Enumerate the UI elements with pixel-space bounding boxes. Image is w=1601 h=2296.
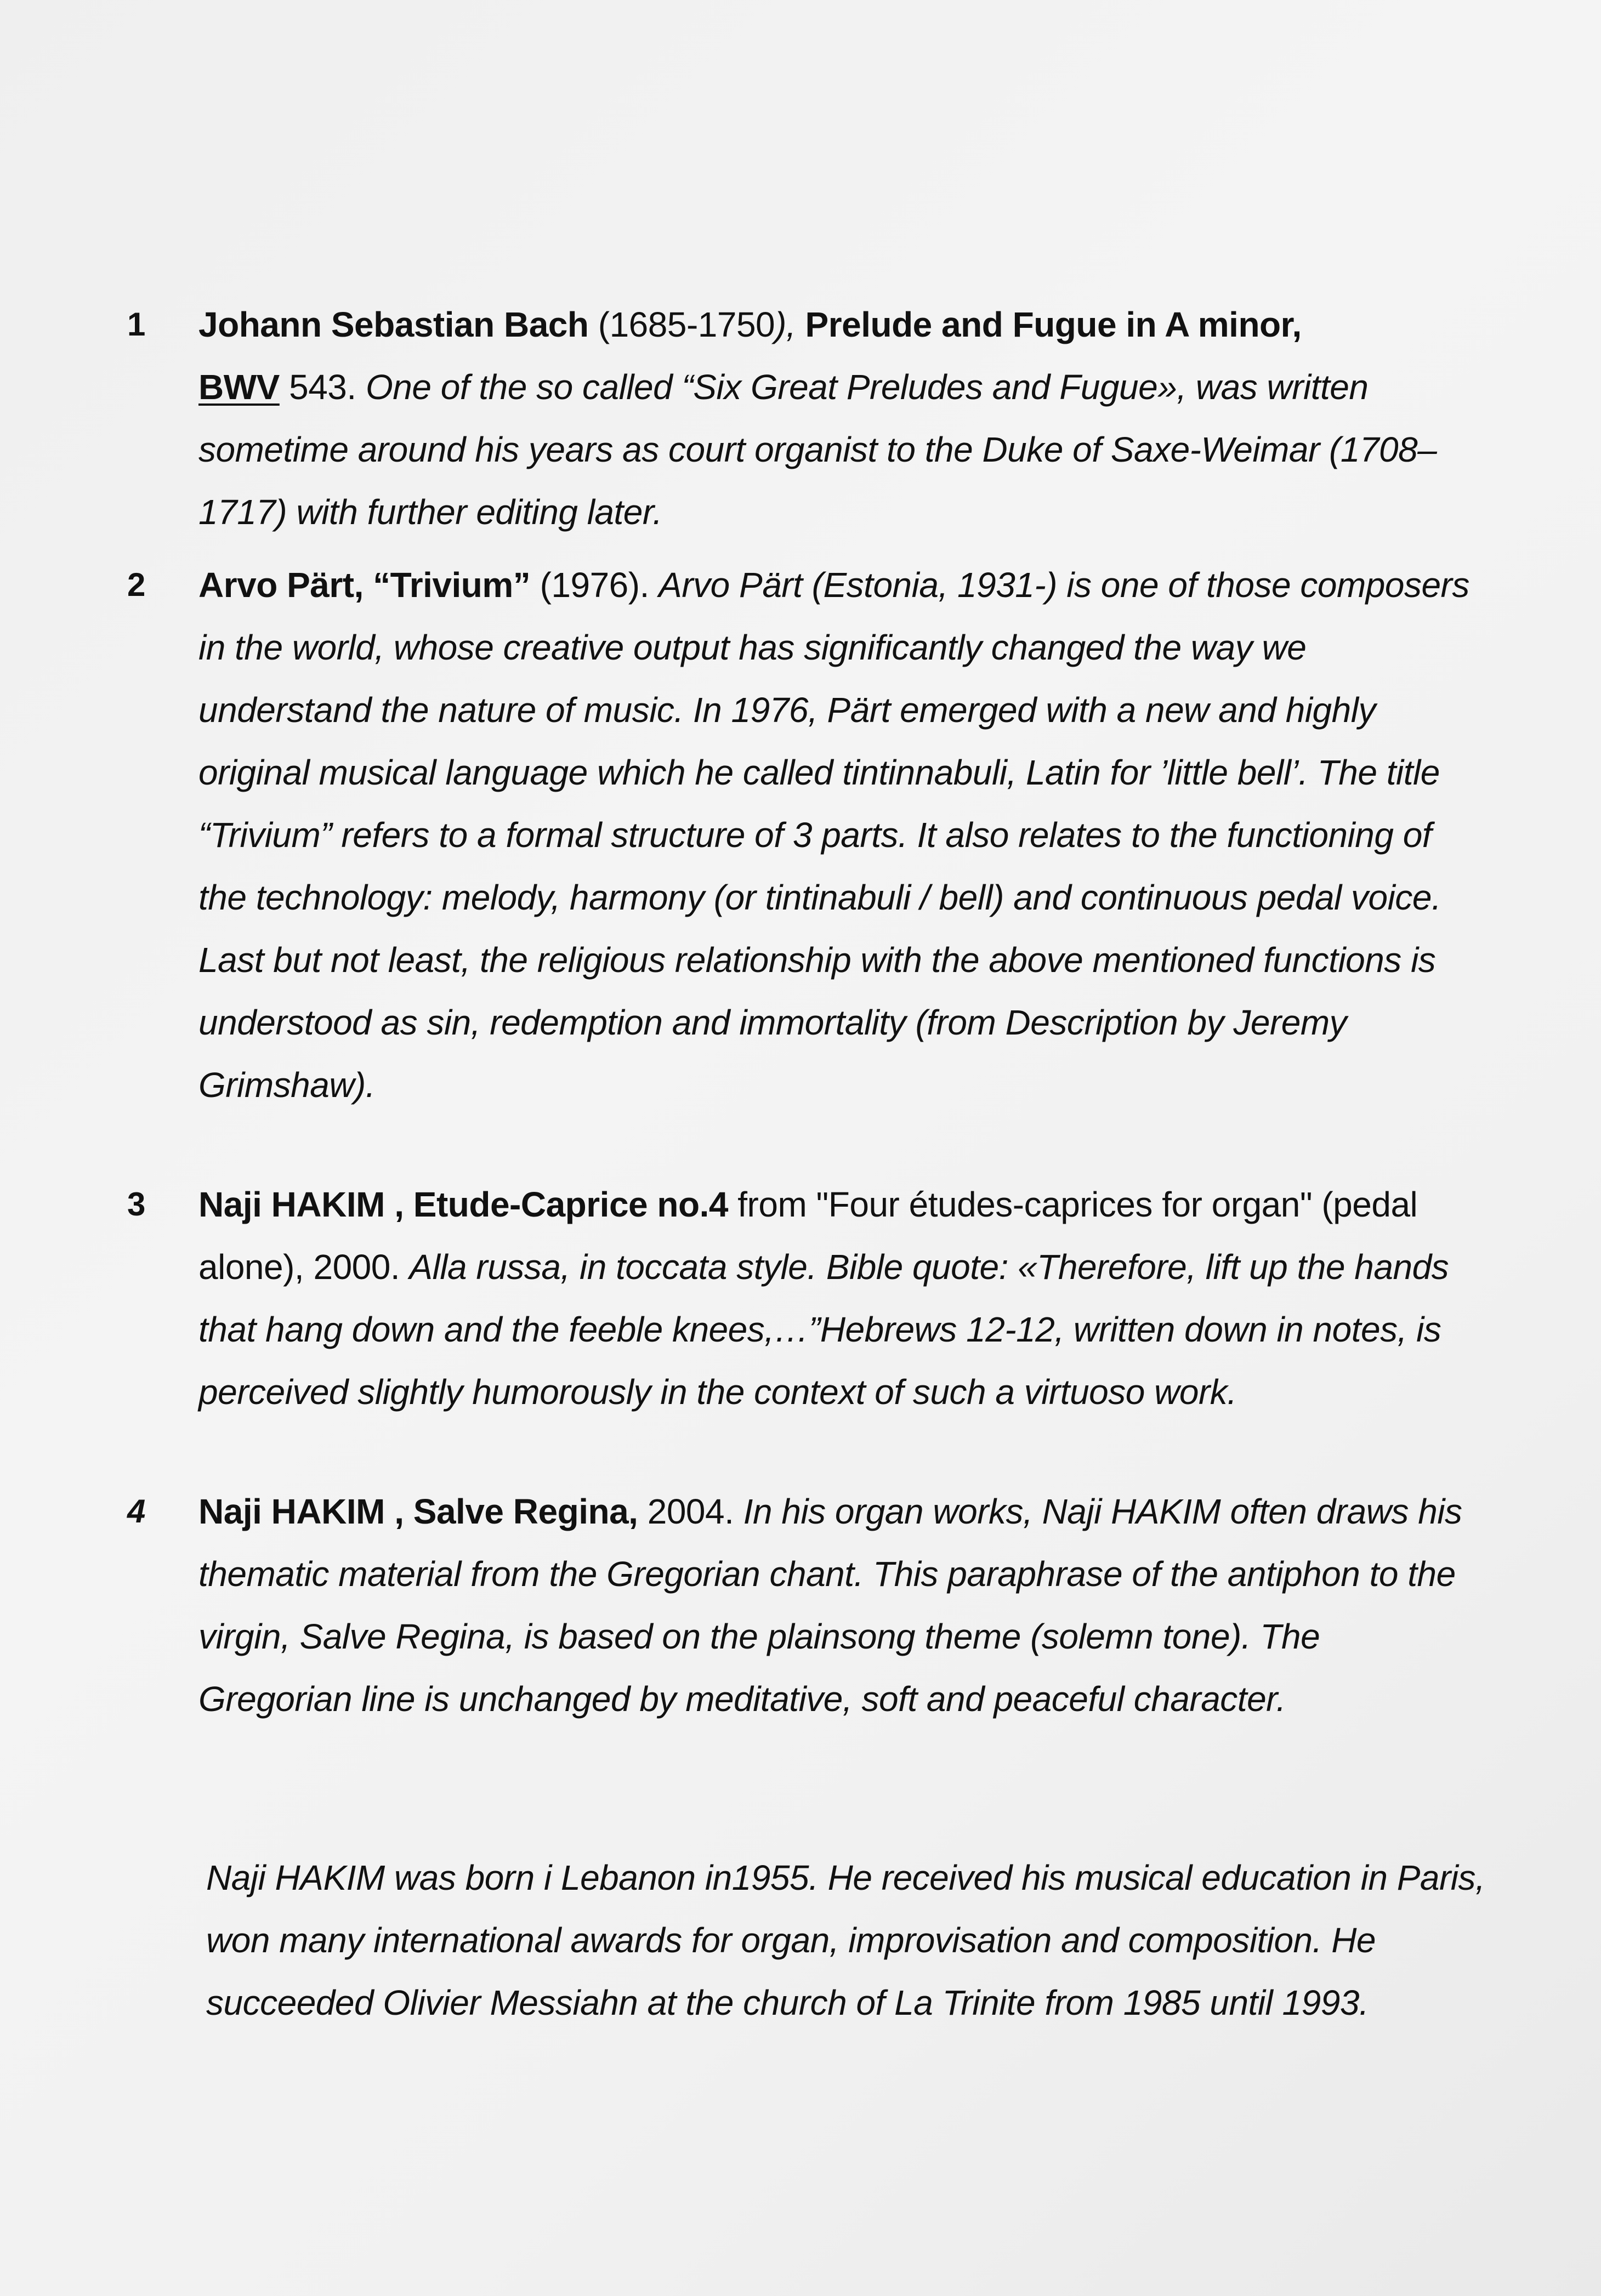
composer-and-title: Arvo Pärt, “Trivium” [198, 565, 531, 605]
work-description: Arvo Pärt (Estonia, 1931-) is one of those composers in the world, whose creative output has significantly changed the way we understand the nature of music. In 1976, Pärt emerged with a new and highly original musical language which he called tintinnabuli, Latin for ’little bell’. The title “Trivium” refers to a formal structure of 3 parts. It also relates to the functioning of the technology: melody, harmony (or tintinabuli / bell) and continuous pedal voice. Last but not least, the religious relationship with the above mentioned functions is understood as sin, redemption and immortality (from Description by Jeremy Grimshaw). [198, 565, 1469, 1105]
work-description: One of the so called “Six Great Preludes and Fugue», was written sometime around his years as court organist to the Duke of Saxe-Weimar (1708–1717) with further editing later. [198, 367, 1437, 532]
composer-and-title: Naji HAKIM , Etude-Caprice no.4 [198, 1185, 728, 1224]
entry-text [198, 1173, 1481, 1423]
entry-number: 3 [127, 1186, 146, 1223]
catalog-number: 543. [279, 367, 366, 407]
composer-dates-close: ), [775, 305, 805, 344]
work-description: Alla russa, in toccata style. Bible quote: «Therefore, lift up the hands that hang down and the feeble knees,…”Hebrews 12-12, written down in notes, is perceived slightly humorously in the context of such a virtuoso work. [198, 1247, 1449, 1412]
entry-text [198, 1480, 1481, 1730]
biography-text: Naji HAKIM was born i Lebanon in1955. He received his musical education in Paris, won many international awards for organ, improvisation and composition. He succeeded Olivier Messiahn at the church of La Trinite from 1985 until 1993. [206, 1858, 1485, 2022]
work-title: Prelude and Fugue in A minor, [805, 305, 1302, 344]
composer-dates: (1685-1750 [588, 305, 775, 344]
work-description: In his organ works, Naji HAKIM often draws his thematic material from the Gregorian chant. This paraphrase of the antiphon to the virgin, Salve Regina, is based on the plainsong theme (solemn tone). The Gregorian line is unchanged by meditative, soft and peaceful character. [198, 1492, 1462, 1719]
work-year: 2004. [638, 1492, 743, 1531]
work-source: from "Four études-caprices for organ" (pedal alone), 2000. [198, 1185, 1418, 1287]
composer-name: Johann Sebastian Bach [198, 305, 589, 344]
work-year: (1976). [530, 565, 659, 605]
entry-number: 4 [127, 1493, 146, 1530]
catalog-prefix: BWV [198, 367, 280, 407]
entry-number: 1 [127, 306, 146, 343]
entry-number: 2 [127, 566, 146, 603]
composer-and-title: Naji HAKIM , Salve Regina, [198, 1492, 638, 1531]
entry-text [198, 293, 1481, 543]
entry-text [198, 554, 1481, 1116]
